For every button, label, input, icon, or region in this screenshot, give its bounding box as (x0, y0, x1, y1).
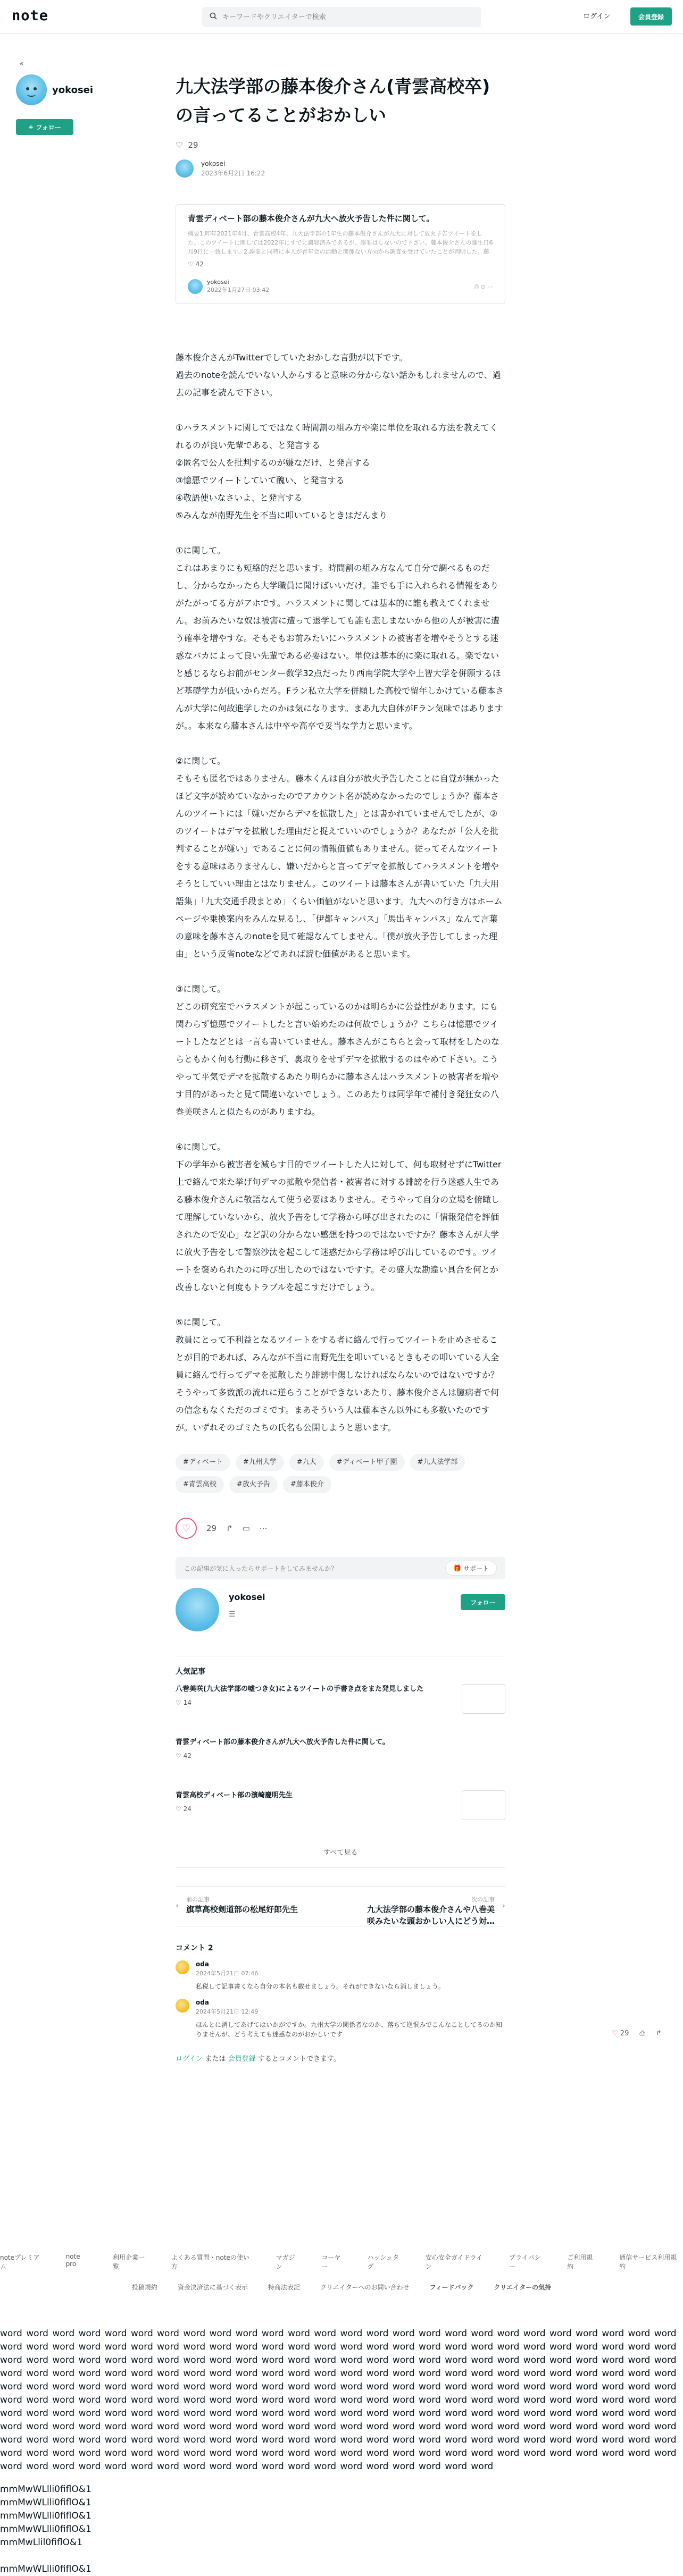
heart-icon: ♡ (188, 260, 194, 268)
like-count: 29 (188, 140, 198, 150)
prev-article-title[interactable]: 旗草高校剣道部の松尾好郎先生 (186, 1905, 298, 1914)
footer-link[interactable]: ご利用規約 (567, 2254, 593, 2270)
search-icon (210, 12, 217, 22)
footer-link[interactable]: 投稿規約 (131, 2284, 157, 2291)
popular-articles (176, 1656, 505, 1868)
add-user-icon: + (28, 123, 34, 131)
rss-icon[interactable]: ☰ (229, 1610, 236, 1619)
site-footer (0, 2253, 683, 2303)
share-icon[interactable]: ↱ (226, 1523, 233, 1533)
glyph-test-line: mmMwWLlli0fiflO&1 (0, 2564, 91, 2574)
comment-text: 私税して記事書くなら自分の本名も載せましょう。それができないなら消しましょう。 (196, 1983, 445, 1990)
heart-icon: ♡ (612, 2030, 618, 2038)
heart-icon[interactable]: ♡ (176, 140, 183, 150)
footer-link[interactable]: よくある質問・noteの使い方 (171, 2254, 249, 2270)
embed-excerpt: 概要1.昨年2021年4月、青雲高校4年、九大法学部の1年生の藤本俊介さんが九大に対して放火予告ツイートをした。このツイートに関しては2022年にすでに謝罪済みであるが、謝罪はしないので下さい。藤本俊介さんの誕生日6月9日に一致します。2.謝罪と同時に本人が青年会の活動と関係ない方向から調査を受けていたことが判明した。藤 (188, 230, 493, 255)
chevron-left-icon[interactable]: ‹ (176, 1900, 179, 1910)
comment-item (176, 1960, 505, 1991)
collapse-sidebar-button[interactable]: « (19, 60, 24, 68)
embed-title[interactable]: 青雲ディベート部の藤本俊介さんが九大へ放火予告した件に関して。 (188, 214, 435, 223)
hashtag-list (176, 1454, 505, 1493)
hashtag[interactable]: #九大法学部 (410, 1454, 465, 1471)
publish-date: 2023年6月2日 16:22 (201, 169, 265, 177)
glyph-test-line (0, 2549, 683, 2563)
popular-item-likes: ♡ 42 (176, 1752, 191, 1760)
article-likes[interactable] (176, 140, 505, 150)
popular-item-thumbnail[interactable] (462, 1684, 505, 1714)
like-button[interactable] (176, 1518, 197, 1539)
share-icon[interactable]: ↱ (655, 2030, 662, 2038)
footer-link[interactable]: 安心安全ガイドライン (425, 2254, 483, 2270)
footer-link[interactable]: プライバシー (509, 2254, 541, 2270)
embed-likes: ♡ 42 (188, 260, 204, 268)
paragraph: 藤本俊介さんがTwitterでしていたおかしな言動が以下です。 過去のnoteを読んでいない人からすると意味の分からない話かもしれませんので、過去の記事を読んで下さい。 (176, 352, 501, 398)
comment-login-link[interactable]: ログイン (176, 2055, 203, 2063)
search-input[interactable] (222, 13, 481, 21)
login-link[interactable]: ログイン (583, 13, 611, 21)
support-box (176, 1557, 505, 1579)
author-avatar[interactable] (176, 159, 194, 178)
author-name[interactable]: yokosei (201, 159, 226, 167)
glyph-test-line: mmMwWLlli0fiflO&1 (0, 2497, 91, 2508)
hashtag[interactable]: #九州大学 (236, 1454, 284, 1471)
footer-link[interactable]: ハッシュタグ (367, 2254, 399, 2270)
commenter-name[interactable]: oda (196, 1960, 209, 1968)
article (176, 72, 505, 2063)
hashtag[interactable]: #九大 (289, 1454, 324, 1471)
popular-item-title[interactable]: 青雲ディベート部の藤本俊介さんが九大へ放火予告した件に関して。 (176, 1738, 389, 1746)
popular-item-likes: ♡ 14 (176, 1699, 191, 1706)
creator-avatar[interactable] (176, 1588, 219, 1631)
footer-link[interactable]: 通信サービス利用規約 (619, 2254, 677, 2270)
footer-link[interactable]: 特商法表記 (268, 2284, 300, 2291)
paragraph: ③に関して。 どこの研究室でハラスメントが起こっているのかは明らかに公益性があります。にも関わらず憶悪でツイートしたと言い始めたのは何故でしょうか？こちらは憶悪でツイートしたなどとは一言も書いていません。藤本さんがこちらと会って取材をしたのならともかく何も行動に移さず、裏取りをせずデマを拡散するのはやめて下さい。こうやって平気でデマを拡散するあたり明らかに藤本さんはハラスメントの被害者を増やす目的があったと見て間違いないでしょう。このあたりは同学年で補付き発狂女の八巻美咲さんと似たものがありますね。 (176, 984, 499, 1117)
article-author[interactable] (176, 159, 505, 178)
like-count: 29 (206, 1523, 217, 1533)
note-logo[interactable]: note (12, 7, 49, 24)
embed-author-name[interactable]: yokosei (207, 279, 229, 285)
popular-item-likes: ♡ 24 (176, 1805, 191, 1813)
floating-like[interactable]: ♡ 29 (612, 2030, 629, 2038)
glyph-test-line: mmMwWLlli0fiflO&1 (0, 2484, 91, 2495)
embed-date: 2022年1月27日 03:42 (207, 287, 270, 293)
article-pager (176, 1886, 505, 1926)
paragraph: ①ハラスメントに関してではなく時間割の組み方や楽に単位を取れる方法を教えてくれるのが良い先輩である、と発言する ②匿名で公人を批判するのが嫌なだけ、と発言する ③憶悪でツイートしていて醜い、と発言する ④敬語使いなさいよ、と発言する ⑤みんなが南野先生を不当に叩いているときはだんまり (176, 423, 498, 520)
popular-item[interactable] (176, 1684, 505, 1730)
footer-link[interactable]: マガジン (276, 2254, 295, 2270)
glyph-test-line: mmMwWLlli0fiflO&1 (0, 2524, 91, 2535)
footer-link[interactable]: note pro (65, 2253, 80, 2268)
comment-item (176, 1999, 505, 2039)
sidebar-author-name[interactable]: yokosei (52, 84, 94, 96)
gift-icon: 🎁 (453, 1564, 462, 1572)
paragraph: ②に関して。 そもそも匿名ではありません。藤本くんは自分が放火予告したことに自覚が無かったほど文字が読めていなかったのでアカウント名が読めなかったのでしょうか？藤本さんのツイートには「嫌いだからデマを拡散した」とは書かれていませんでしたが、②のツイートはデマを拡散した理由だと捉えていいのでしょうか？あなたが「公人を批判することが嫌い」であることに何の情報価値もありません。従ってそんなツイートをする意味はありませんし、嫌いだからと言ってデマを拡散してハラスメントを増やそうとしていい理由とはなりません。このツイートは藤本さんが書いていた「九大用語集」「九大交通手段まとめ」くらい価値がないと思います。九大への行き方はホームページや乗換案内をみんな見るし、「伊都キャンパス」「馬出キャンパス」なんて言葉の意味を藤本さんのnoteを見て確認なんてしません。「僕が放火予告してしまった理由」という反省noteなどであれば読む価値があると思います。 (176, 756, 503, 959)
popular-heading: 人気記事 (176, 1668, 205, 1676)
footer-link[interactable]: noteプレミアム (0, 2254, 40, 2270)
search-bar[interactable] (202, 7, 481, 27)
sidebar-follow-button[interactable]: + フォロー (16, 119, 73, 135)
embed-author-avatar[interactable] (188, 279, 203, 294)
prev-article[interactable]: 前の記事 旗草高校剣道部の松尾好郎先生 (186, 1896, 298, 1914)
support-prompt: この記事が気に入ったらサポートをしてみませんか？ (184, 1564, 338, 1572)
bookmark-icon[interactable]: ⎙ (639, 2030, 645, 2038)
support-button[interactable]: 🎁 サポート (445, 1561, 497, 1576)
comment-login-note: ログイン または 会員登録 するとコメントできます。 (176, 2055, 340, 2063)
comment-date: 2024年5月21日 12:49 (196, 2008, 259, 2015)
creator-card (176, 1587, 505, 1635)
signup-button[interactable]: 会員登録 (630, 7, 672, 26)
font-test-text (0, 2327, 683, 2576)
comment-icon[interactable]: ▭ (242, 1523, 250, 1533)
footer-link[interactable]: 利用企業一覧 (112, 2254, 145, 2270)
hashtag[interactable]: #放火予告 (229, 1476, 278, 1493)
more-icon[interactable]: ⋯ (259, 1523, 268, 1533)
footer-link[interactable]: クリエイターの気持 (494, 2284, 552, 2291)
article-title: 九大法学部の藤本俊介さん(青雲高校卒)の言ってることがおかしい (176, 76, 490, 125)
chevron-right-icon[interactable]: › (502, 1900, 505, 1910)
comments-section (176, 1942, 505, 2063)
next-article-title[interactable]: 九大法学部の藤本俊介さんや八巻美咲みたいな頭おかしい人にどう対… (367, 1905, 495, 1926)
word-filler-text: word word word word word word word word word word word word word word word word word word word word word word word word word word word word word word word word word word word word word word word word word word word word word word word word word word word word word word word word word word word word word word word word word word word word word word word word word word word word word word word word word word word word word word word word word word word word word word word word word word word word word word word word word word word word word word word word word word word word word word word word word word word word word word word word word word word word word word word word word word word word word word word word word word word word word word word word word word word word word word word word word word word word word word word word word word word word word word word word word word word word word word word word word word word word word word word word word word word word word word word word word word word word word word word word word word word word word word word word word word word word word word word word word word word word word word word word word word word word word word word word word word word word word word word word word word word word word word word word word word word word word word word word word word word word word word word word word word word word word word word (0, 2328, 677, 2472)
glyph-test-line: mmMwWLlli0fiflO&1 (0, 2511, 91, 2521)
popular-item[interactable] (176, 1790, 505, 1836)
see-all-link[interactable]: すべて見る (176, 1847, 505, 1868)
hashtag[interactable]: #青雲高校 (176, 1476, 224, 1493)
sidebar-author[interactable] (16, 74, 93, 105)
creator-name[interactable]: yokosei (229, 1592, 265, 1602)
footer-link[interactable]: コーヤー (321, 2254, 341, 2270)
embed-author[interactable] (188, 279, 269, 294)
paragraph: ⑤に関して。 教員にとって不利益となるツイートをする者に絡んで行ってツイートを止めさせることが目的であれば、みんなが不当に南野先生を叩いているときもその叩いている人全員に絡んで行ってデマを拡散したり誹謗中傷しなければならないのではないですか？そうやって多数派の流れに逆らうことができないあたり、藤本俊介さんは臆病者で何の信念もなくただのゴミです。まあそういう人は藤本さん以外にも多数いたのですが。いずれそのゴミたちの氏名も公開しようと思います。 (176, 1317, 499, 1433)
popular-item[interactable] (176, 1737, 505, 1783)
paragraph: ④に関して。 下の学年から被害者を減らす目的でツイートした人に対して、何も取材せずにTwitter上で絡んで来た挙げ句デマの拡散や発信者・被害者に対する誹謗を行う迷惑人生である藤本俊介さんに敬語なんて使う必要はありません。そうやって自分の立場を俯瞰して理解していないから、放火予告をして学務から呼び出されたのに「情報発信を評価されたので安心」など訳の分からない感想を持つのではないですか？藤本さんが大学に放火予告をして警察沙汰を起こして迷惑だから学務は呼び出しているのです。ツイートを褒められたのに呼び出したのではないですす。その盛大な勘違い具合を何とか改善しないと何度もトラブルを起こすだけでしょう。 (176, 1142, 502, 1292)
footer-link[interactable]: クリエイターへのお問い合わせ (320, 2284, 410, 2291)
article-body (176, 349, 505, 1436)
footer-links-row (0, 2253, 683, 2271)
author-avatar[interactable] (16, 74, 47, 105)
creator-follow-button[interactable]: フォロー (461, 1594, 505, 1610)
comment-signup-link[interactable]: 会員登録 (228, 2055, 256, 2063)
hashtag[interactable]: #藤本俊介 (283, 1476, 331, 1493)
footer-links-row (0, 2283, 683, 2292)
article-actions (176, 1518, 505, 1539)
floating-actions (612, 2030, 662, 2038)
popular-item-title[interactable]: 青雲高校ディベート部の濱崎慶明先生 (176, 1791, 293, 1799)
comment-date: 2024年5月21日 07:46 (196, 1970, 259, 1977)
heart-icon: ♡ (181, 1522, 191, 1534)
paragraph: ①に関して。 これはあまりにも短絡的だと思います。時間割の組み方なんて自分で調べるものだし、分からなかったら大学職員に聞けばいいだけ。誰でも手に入れられる情報をありがたがってる方がアホです。ハラスメントに関しては基本的に誰も教えてくれません。お前みたいな奴は被害に遭って退学しても誰も悲しまないから他の人が被害に遭う確率を増やすな。そもそもお前みたいにハラスメントの被害者を増やそうとする迷惑なバカによって良い先輩である必要はない。単位は基本的に楽に取れる。楽でないと感じるならお前がセンター数学32点だったり西南学院大学や上智大学を併願するほど基礎学力が低いからだろ。Fラン私立大学を併願した高校で留年しかけている藤本さんが大学に何故進学したのかは気になります。まあ九大自体がFラン気味ではありますが。。本来なら藤本さんは中卒や高卒で妥当な学力と思います。 (176, 545, 504, 731)
next-article[interactable]: 次の記事 九大法学部の藤本俊介さんや八巻美咲みたいな頭おかしい人にどう対… (362, 1895, 495, 1927)
comment-text: ほんとに消してあげてはいかがですか。九州大学の関係者なのか、落ちて逆恨みでこんなことしてるのか知りませんが、どう考えても迷惑なのがおかしいです (196, 2021, 502, 2038)
hashtag[interactable]: #ディベート甲子園 (329, 1454, 405, 1471)
footer-link[interactable]: フィードバック (429, 2284, 474, 2291)
embedded-article-card[interactable] (176, 204, 505, 304)
site-header (0, 0, 683, 34)
popular-item-thumbnail[interactable] (462, 1790, 505, 1820)
commenter-avatar[interactable] (176, 1999, 189, 2013)
embed-action-icons[interactable]: ⎙ ⊙ ⋯ (473, 283, 493, 290)
glyph-test-line: mmMwLlil0fiflO&1 (0, 2537, 83, 2548)
popular-item-title[interactable]: 八巻美咲(九大法学部の嘘つき女)によるツイートの手書き点をまた発見しました (176, 1685, 423, 1693)
footer-link[interactable]: 資金決済法に基づく表示 (177, 2284, 248, 2291)
comments-heading: コメント 2 (176, 1944, 213, 1952)
commenter-name[interactable]: oda (196, 1999, 209, 2006)
glyph-test-lines (0, 2483, 683, 2576)
hashtag[interactable]: #ディベート (176, 1454, 230, 1471)
commenter-avatar[interactable] (176, 1960, 189, 1974)
